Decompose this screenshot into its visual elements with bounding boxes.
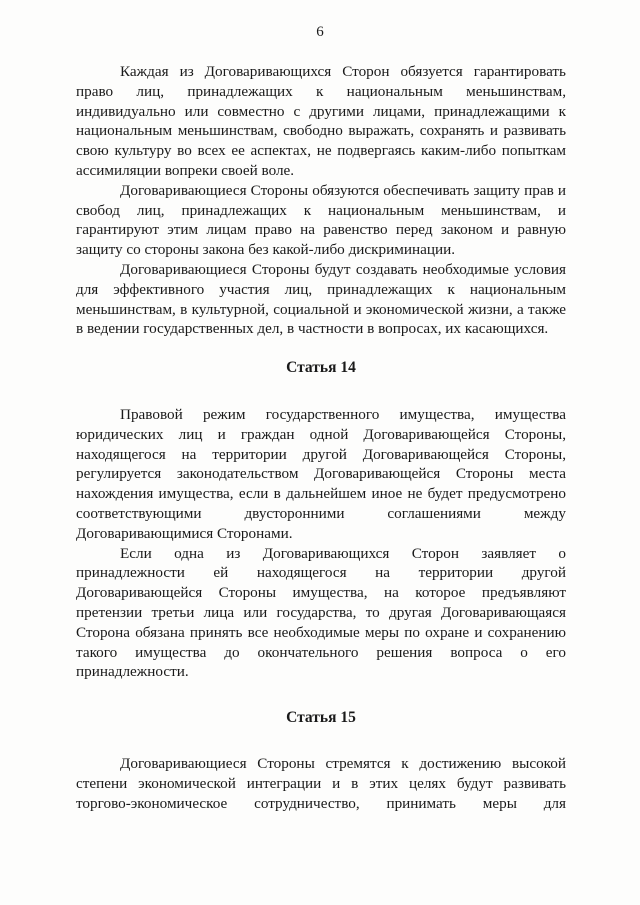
article-13-continuation (76, 62, 566, 339)
paragraph: Каждая из Договаривающихся Сторон обязуется гарантировать право лиц, принадлежащих к национальным меньшинствам, индивидуально или совместно с другими лицами, принадлежащими к национальным меньшинствам, свободно выражать, сохранять и развивать свою культуру во всех ее аспектах, не подвергаясь каким-либо попыткам ассимиляции вопреки своей воле. (76, 63, 566, 179)
article-15-body (76, 754, 566, 813)
paragraph: Договаривающиеся Стороны будут создавать необходимые условия для эффективного участия лиц, принадлежащих к национальным меньшинствам, в культурной, социальной и экономической жизни, а также в ведении государственных дел, в частности в вопросах, их касающихся. (76, 260, 566, 338)
article-14-heading: Статья 14 (286, 359, 356, 377)
document-body (76, 62, 566, 813)
paragraph: Правовой режим государственного имущества, имущества юридических лиц и граждан одной Договаривающейся Стороны, находящегося на территории другой Договаривающейся Стороны, регулируется законодательством Договаривающейся Стороны места нахождения имущества, если в дальнейшем иное не будет предусмотрено соответствующими двусторонними соглашениями между Договаривающимися Сторонами. (76, 405, 566, 542)
article-15-heading: Статья 15 (286, 709, 356, 727)
paragraph: Если одна из Договаривающихся Сторон заявляет о принадлежности ей находящегося на территории другой Договаривающейся Стороны имущества, на которое предъявляют претензии третьи лица или государства, то другая Договаривающаяся Сторона обязана принять все необходимые меры по охране и сохранению такого имущества до окончательного решения вопроса о его принадлежности. (76, 544, 566, 681)
article-14-body (76, 405, 566, 682)
paragraph: Договаривающиеся Стороны стремятся к достижению высокой степени экономической интеграции и в этих целях будут развивать торгово-экономическое сотрудничество, принимать меры для (76, 754, 566, 812)
page-number: 6 (316, 24, 324, 40)
paragraph: Договаривающиеся Стороны обязуются обеспечивать защиту прав и свобод лиц, принадлежащих к национальным меньшинствам, и гарантируют этим лицам право на равенство перед законом и равную защиту со стороны закона без какой-либо дискриминации. (76, 181, 566, 259)
